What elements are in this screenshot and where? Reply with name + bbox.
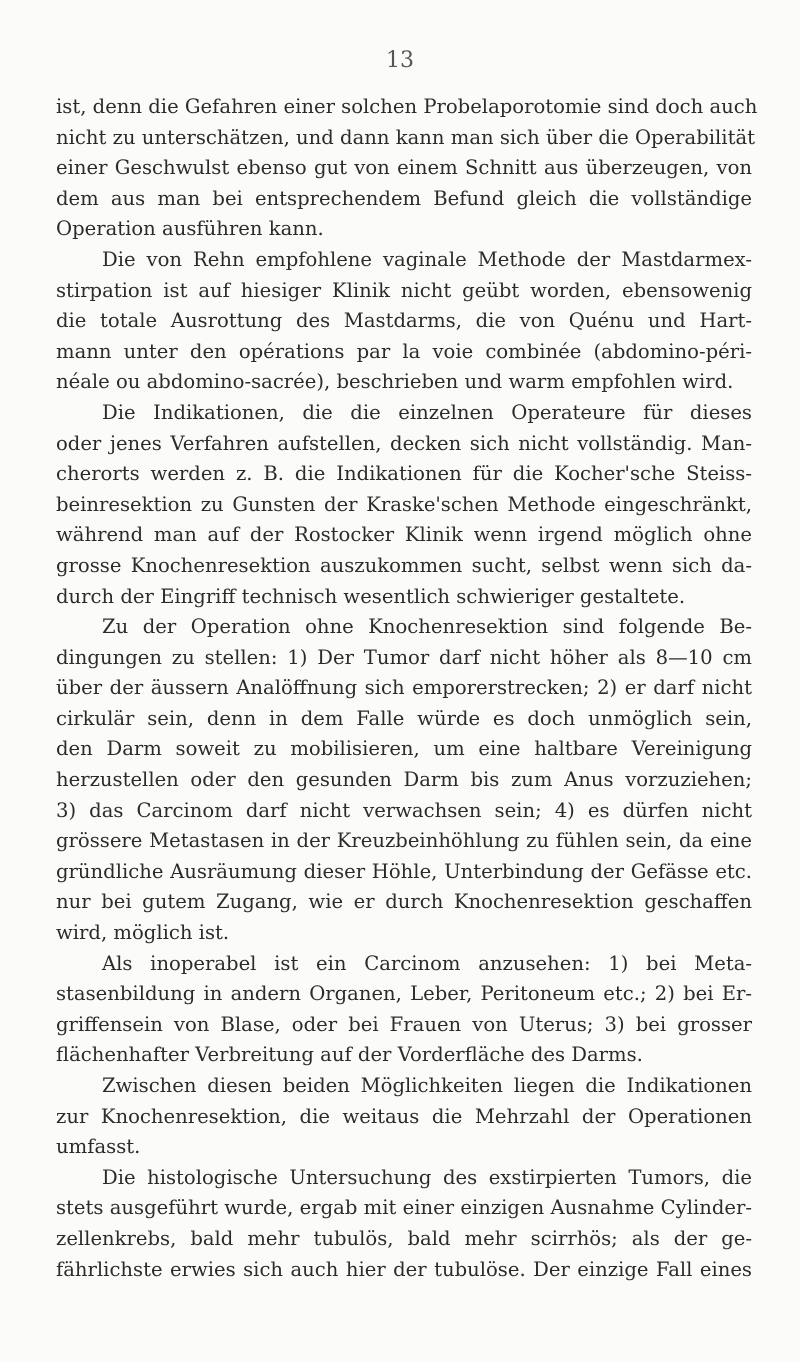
text-line: zur Knochenresektion, die weitaus die Mehrzahl der Operationen — [56, 1104, 752, 1128]
body-text — [56, 92, 758, 1285]
text-line: durch der Eingriff technisch wesentlich schwieriger gestaltete. — [56, 584, 686, 608]
page-number: 13 — [386, 48, 414, 73]
text-line: Als inoperabel ist ein Carcinom anzusehen: 1) bei Meta- — [102, 951, 752, 975]
text-line: fährlichste erwies sich auch hier der tubulöse. Der einzige Fall eines — [56, 1257, 752, 1281]
text-line: umfasst. — [56, 1135, 141, 1159]
text-line: Die histologische Untersuchung des exstirpierten Tumors, die — [102, 1165, 752, 1189]
text-line: mann unter den opérations par la voie combinée (abdomino-péri- — [56, 339, 752, 363]
text-line: Zu der Operation ohne Knochenresektion sind folgende Be- — [102, 615, 752, 639]
text-line: stasenbildung in andern Organen, Leber, Peritoneum etc.; 2) bei Er- — [56, 982, 752, 1006]
text-line: stirpation ist auf hiesiger Klinik nicht geübt worden, ebensowenig — [56, 278, 752, 302]
text-line: cirkulär sein, denn in dem Falle würde es doch unmöglich sein, — [56, 706, 752, 730]
text-line: herzustellen oder den gesunden Darm bis zum Anus vorzuziehen; — [56, 768, 752, 792]
text-line: beinresektion zu Gunsten der Kraske'schen Methode eingeschränkt, — [56, 492, 752, 516]
text-line: die totale Ausrottung des Mastdarms, die von Quénu und Hart- — [56, 309, 752, 333]
text-line: griffensein von Blase, oder bei Frauen von Uterus; 3) bei grosser — [56, 1012, 752, 1036]
text-line: einer Geschwulst ebenso gut von einem Schnitt aus überzeugen, von — [56, 156, 752, 180]
text-line: Zwischen diesen beiden Möglichkeiten liegen die Indikationen — [102, 1074, 752, 1097]
text-line: den Darm soweit zu mobilisieren, um eine haltbare Vereinigung — [56, 737, 752, 761]
paragraph — [56, 949, 752, 1071]
text-line: ist, denn die Gefahren einer solchen Probelaporotomie sind doch auch — [56, 95, 758, 118]
text-line: cherorts werden z. B. die Indikationen für die Kocher'sche Steiss- — [56, 462, 752, 486]
text-line: dem aus man bei entsprechendem Befund gleich die vollständige — [56, 186, 752, 210]
text-line: oder jenes Verfahren aufstellen, decken sich nicht vollständig. Man- — [56, 431, 752, 455]
text-line: nicht zu unterschätzen, und dann kann man sich über die Operabilität — [56, 125, 756, 149]
paragraph — [56, 245, 752, 398]
paragraph — [56, 1163, 752, 1285]
text-line: dingungen zu stellen: 1) Der Tumor darf nicht höher als 8—10 cm — [56, 645, 752, 669]
paragraph — [56, 92, 758, 245]
text-line: Die Indikationen, die die einzelnen Operateure für dieses — [102, 400, 752, 424]
text-line: stets ausgeführt wurde, ergab mit einer einzigen Ausnahme Cylinder- — [56, 1196, 752, 1220]
text-line: wird, möglich ist. — [56, 921, 230, 945]
text-line: zellenkrebs, bald mehr tubulös, bald mehr scirrhös; als der ge- — [56, 1226, 752, 1250]
text-line: flächenhafter Verbreitung auf der Vorderfläche des Darms. — [56, 1043, 643, 1067]
text-line: néale ou abdomino-sacrée), beschrieben und warm empfohlen wird. — [56, 370, 734, 394]
text-line: grosse Knochenresektion auszukommen sucht, selbst wenn sich da- — [56, 553, 752, 577]
paragraph — [56, 612, 752, 949]
paragraph — [56, 398, 752, 612]
text-line: Die von Rehn empfohlene vaginale Methode der Mastdarmex- — [102, 247, 752, 271]
text-line: nur bei gutem Zugang, wie er durch Knochenresektion geschaffen — [56, 890, 752, 914]
text-line: während man auf der Rostocker Klinik wenn irgend möglich ohne — [56, 523, 752, 547]
text-line: grössere Metastasen in der Kreuzbeinhöhlung zu fühlen sein, da eine — [56, 829, 752, 853]
paragraph — [56, 1071, 752, 1163]
text-line: gründliche Ausräumung dieser Höhle, Unterbindung der Gefässe etc. — [56, 859, 752, 883]
text-line: 3) das Carcinom darf nicht verwachsen sein; 4) es dürfen nicht — [56, 798, 752, 822]
text-line: über der äussern Analöffnung sich emporerstrecken; 2) er darf nicht — [56, 676, 752, 700]
text-line: Operation ausführen kann. — [56, 217, 324, 241]
